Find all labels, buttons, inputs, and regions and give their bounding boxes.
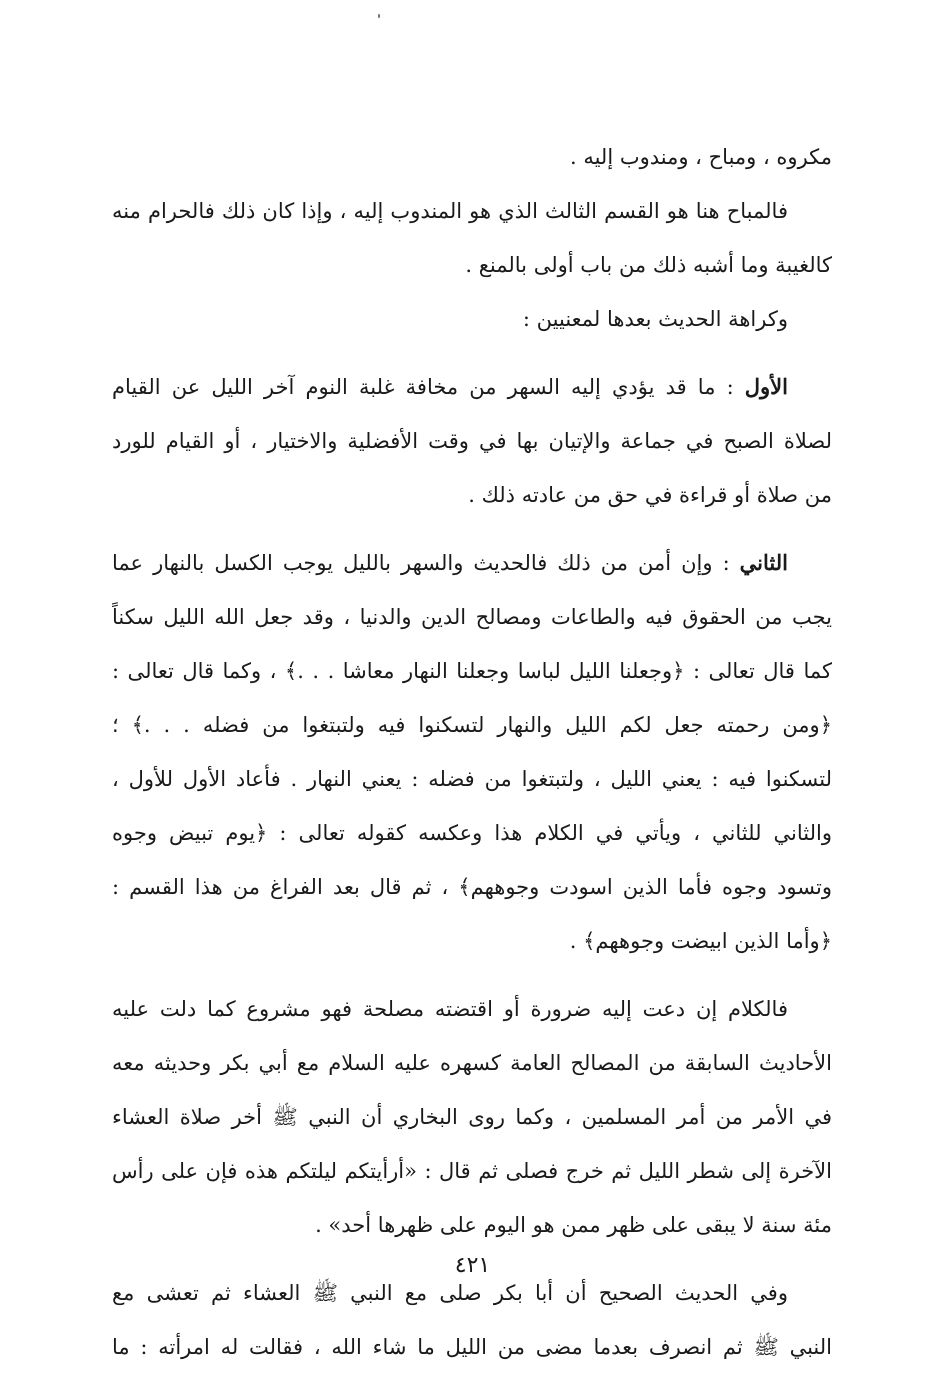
text-line: من صلاة أو قراءة في حق من عادته ذلك . [468, 483, 832, 507]
paragraph-1 [112, 130, 832, 184]
text-segment: : ما قد يؤدي إليه السهر من مخافة غلبة النوم آخر الليل عن القيام [112, 375, 745, 399]
text-line: وتسود وجوه فأما الذين اسودت وجوههم﴾ ، ثم قال بعد الفراغ من هذا القسم : [112, 875, 832, 899]
text-line: لصلاة الصبح في جماعة والإتيان بها في وقت الأفضلية والاختيار ، أو القيام للورد [112, 429, 832, 453]
paragraph-first-reason [112, 360, 832, 522]
lead-word: الثاني [739, 550, 788, 575]
text-line: والثاني للثاني ، ويأتي في الكلام هذا وعكسه كقوله تعالى : ﴿يوم تبيض وجوه [112, 821, 832, 845]
text-line: لتسكنوا فيه : يعني الليل ، ولتبتغوا من فضله : يعني النهار . فأعاد الأول للأول ، [112, 767, 832, 791]
text-line: فالمباح هنا هو القسم الثالث الذي هو المندوب إليه ، وإذا كان ذلك فالحرام منه [112, 199, 788, 223]
text-line: كالغيبة وما أشبه ذلك من باب أولى بالمنع . [465, 253, 832, 277]
text-line [112, 360, 832, 414]
lead-word: الأول [744, 374, 788, 399]
text-line: مكروه ، ومباح ، ومندوب إليه . [569, 145, 832, 169]
paragraph-3 [112, 292, 832, 346]
paragraph-2 [112, 184, 832, 292]
text-line: الآخرة إلى شطر الليل ثم خرج فصلى ثم قال : «أرأيتكم ليلتكم هذه فإن على رأس [112, 1159, 832, 1183]
paragraph-second-reason [112, 536, 832, 968]
text-segment: : وإن أمن من ذلك فالحديث والسهر بالليل يوجب الكسل بالنهار عما [112, 551, 740, 575]
text-line: وفي الحديث الصحيح أن أبا بكر صلى مع النبي ﷺ العشاء ثم تعشى مع [112, 1281, 788, 1305]
text-line: الأحاديث السابقة من المصالح العامة كسهره عليه السلام مع أبي بكر وحديثه معه [112, 1051, 832, 1075]
paragraph-hadith [112, 1266, 832, 1374]
text-line: في الأمر من أمر المسلمين ، وكما روى البخاري أن النبي ﷺ أخر صلاة العشاء [112, 1105, 832, 1129]
text-line [112, 536, 832, 590]
paragraph-speech [112, 982, 832, 1252]
text-line: مئة سنة لا يبقى على ظهر ممن هو اليوم على ظهرها أحد» . [315, 1213, 832, 1237]
text-line: النبي ﷺ ثم انصرف بعدما مضى من الليل ما شاء الله ، فقالت له امرأته : ما [112, 1335, 832, 1359]
text-line: فالكلام إن دعت إليه ضرورة أو اقتضته مصلحة فهو مشروع كما دلت عليه [112, 997, 788, 1021]
text-line: ﴿وأما الذين ابيضت وجوههم﴾ . [569, 929, 832, 953]
text-line: ﴿ومن رحمته جعل لكم الليل والنهار لتسكنوا فيه ولتبتغوا من فضله . . .﴾ ؛ [112, 713, 832, 737]
text-line: يجب من الحقوق فيه والطاعات ومصالح الدين والدنيا ، وقد جعل الله الليل سكناً [112, 605, 832, 629]
page-number: ٤٢١ [454, 1253, 491, 1278]
text-line: وكراهة الحديث بعدها لمعنيين : [522, 307, 788, 331]
scan-mark [378, 14, 380, 18]
body-text [112, 130, 832, 1374]
text-line: كما قال تعالى : ﴿وجعلنا الليل لباسا وجعلنا النهار معاشا . . .﴾ ، وكما قال تعالى : [112, 659, 832, 683]
